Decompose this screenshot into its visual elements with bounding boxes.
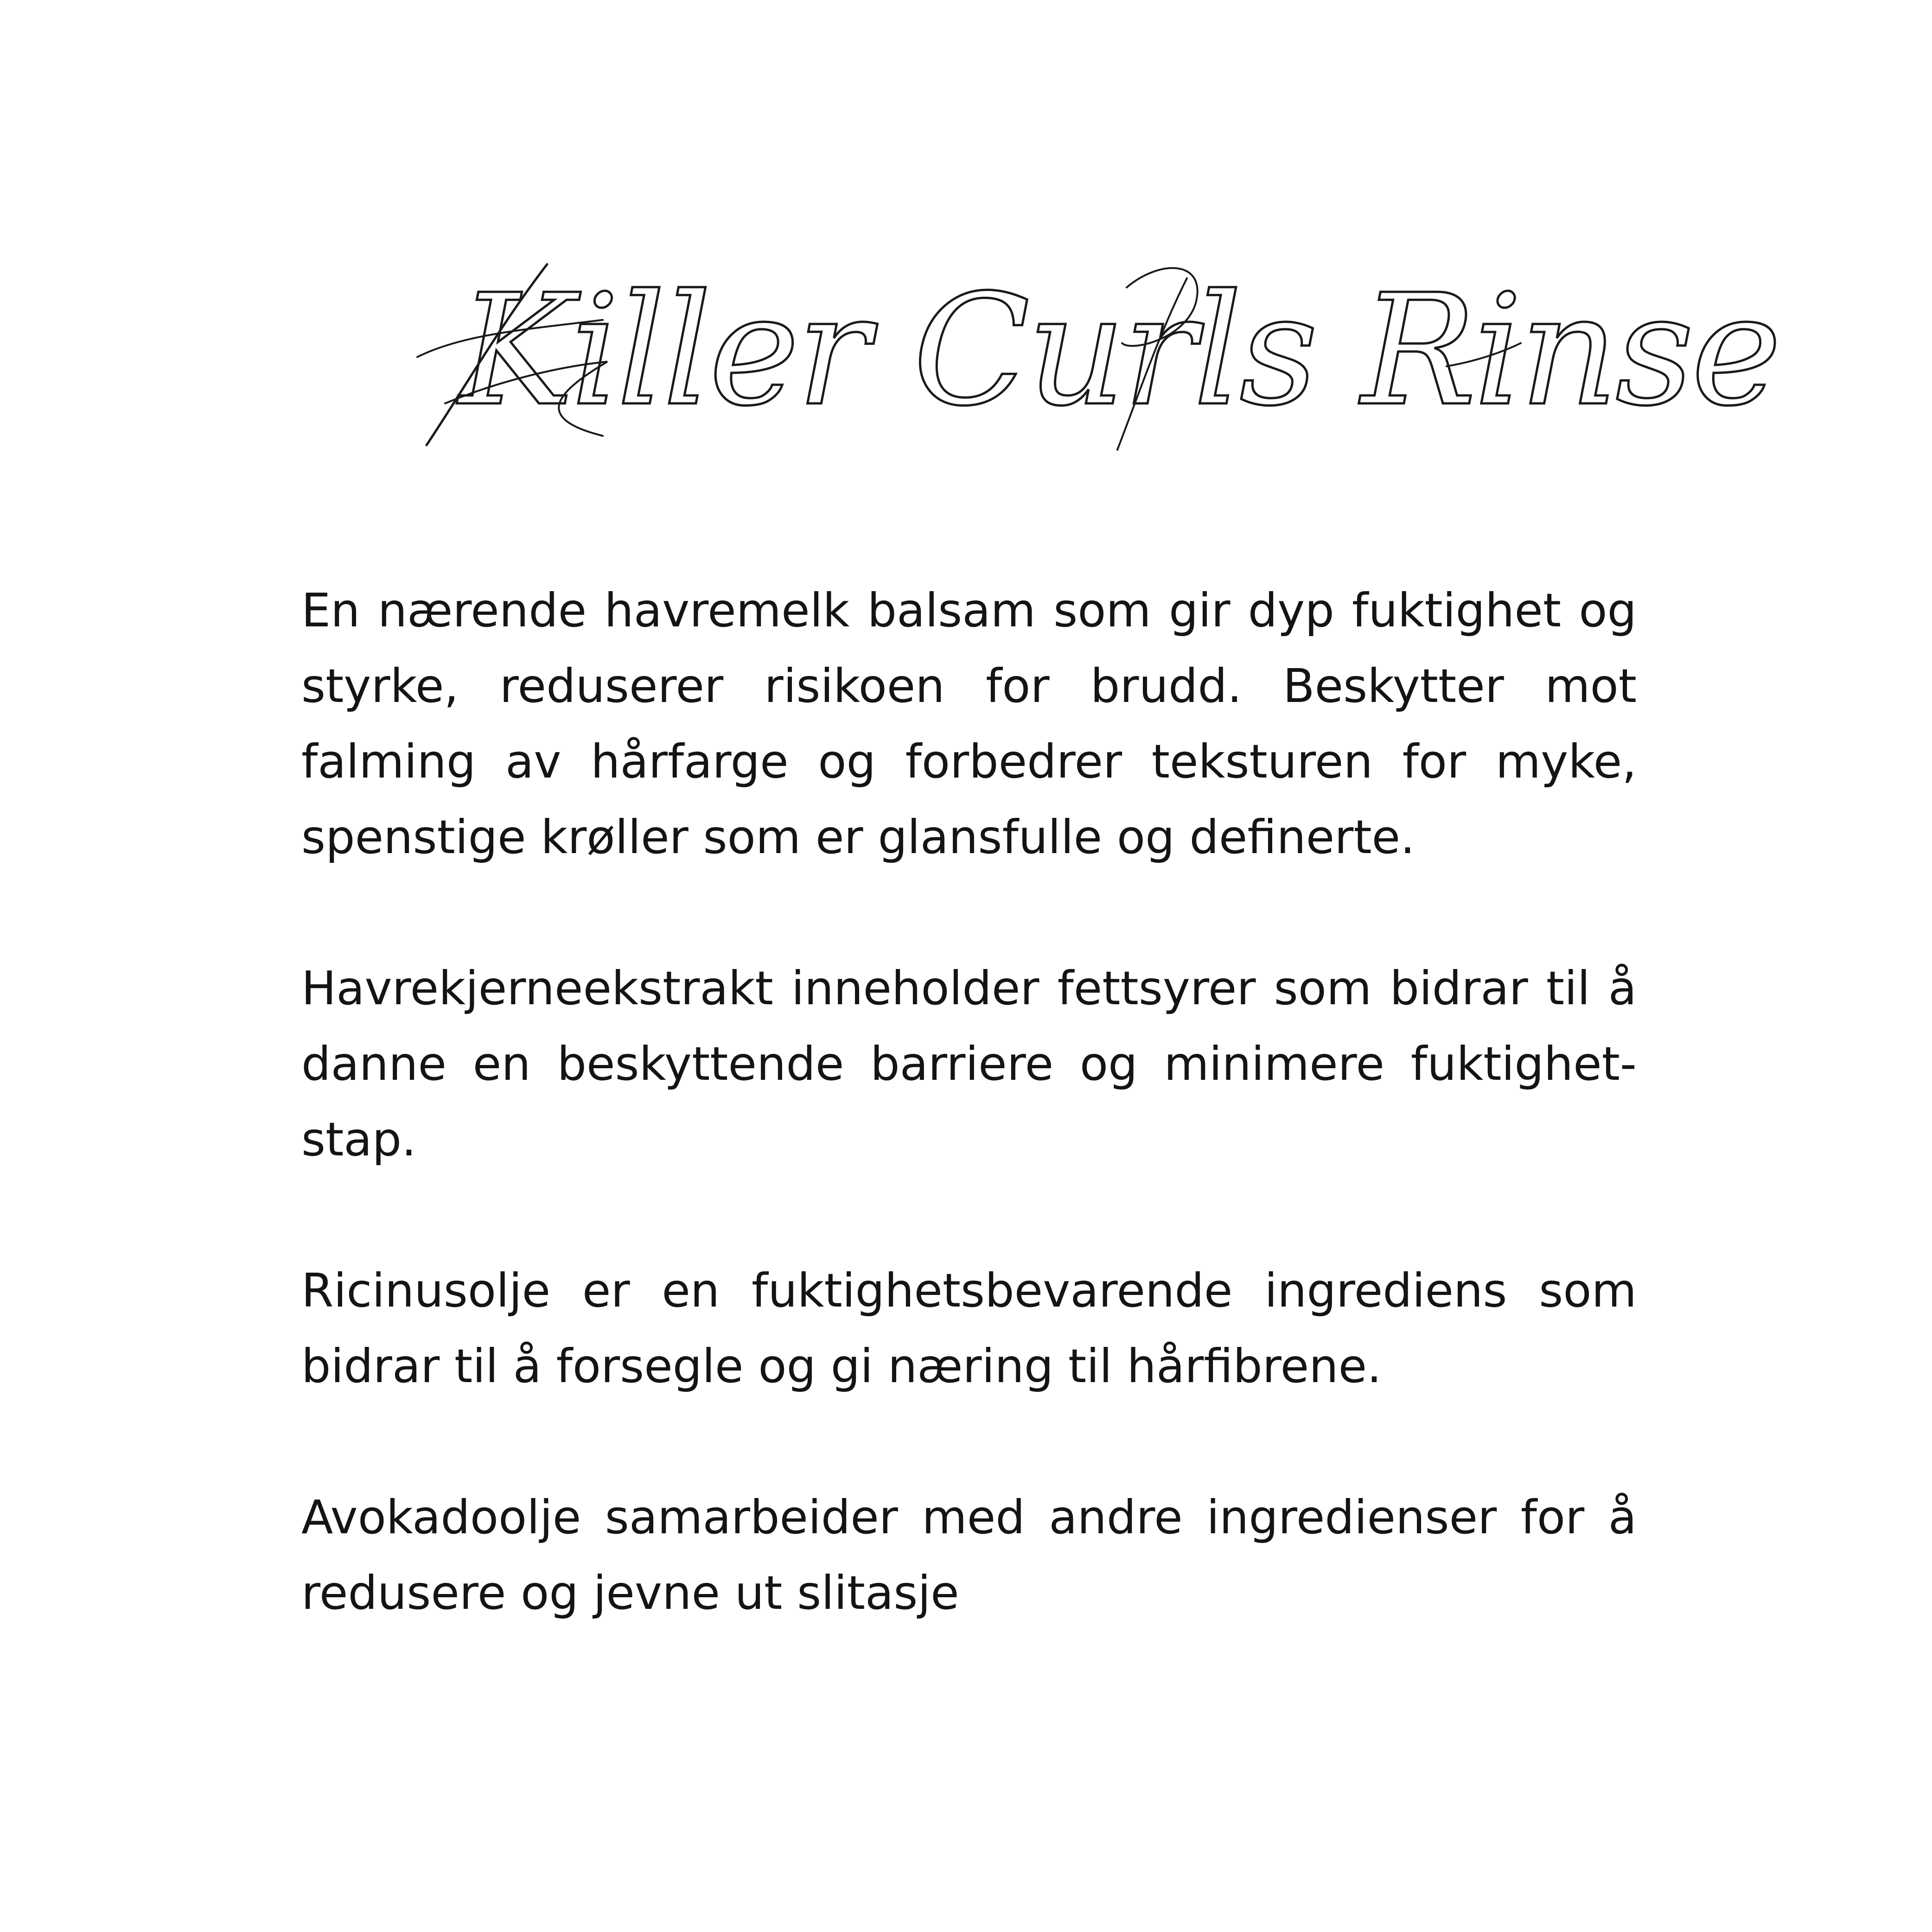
- paragraph-oat-extract: Havrekjerneekstrakt inneholder fettsyrer som bidrar til å danne en beskyttende barriere og minimere fuktighet-stap.: [301, 961, 1637, 1167]
- paragraph-intro: En nærende havremelk balsam som gir dyp fuktighet og styrke, reduserer risikoen for brudd. Beskytter mot falming av hårfarge og forbedrer teksturen for myke, spenstige krøller som er glansfulle og definerte.: [301, 583, 1637, 864]
- paragraph-avocado-oil: Avokadoolje samarbeider med andre ingredienser for å redusere og jevne ut slitasje: [301, 1490, 1637, 1620]
- description-body: [301, 573, 1637, 1631]
- paragraph-castor-oil: Ricinusolje er en fuktighetsbevarende ingrediens som bidrar til å forsegle og gi næring til hårfibrene.: [301, 1263, 1637, 1393]
- signature-script-title: [408, 250, 1779, 468]
- title-text: Killer Curls Rinse: [459, 261, 1779, 440]
- handwritten-title: [408, 250, 1779, 468]
